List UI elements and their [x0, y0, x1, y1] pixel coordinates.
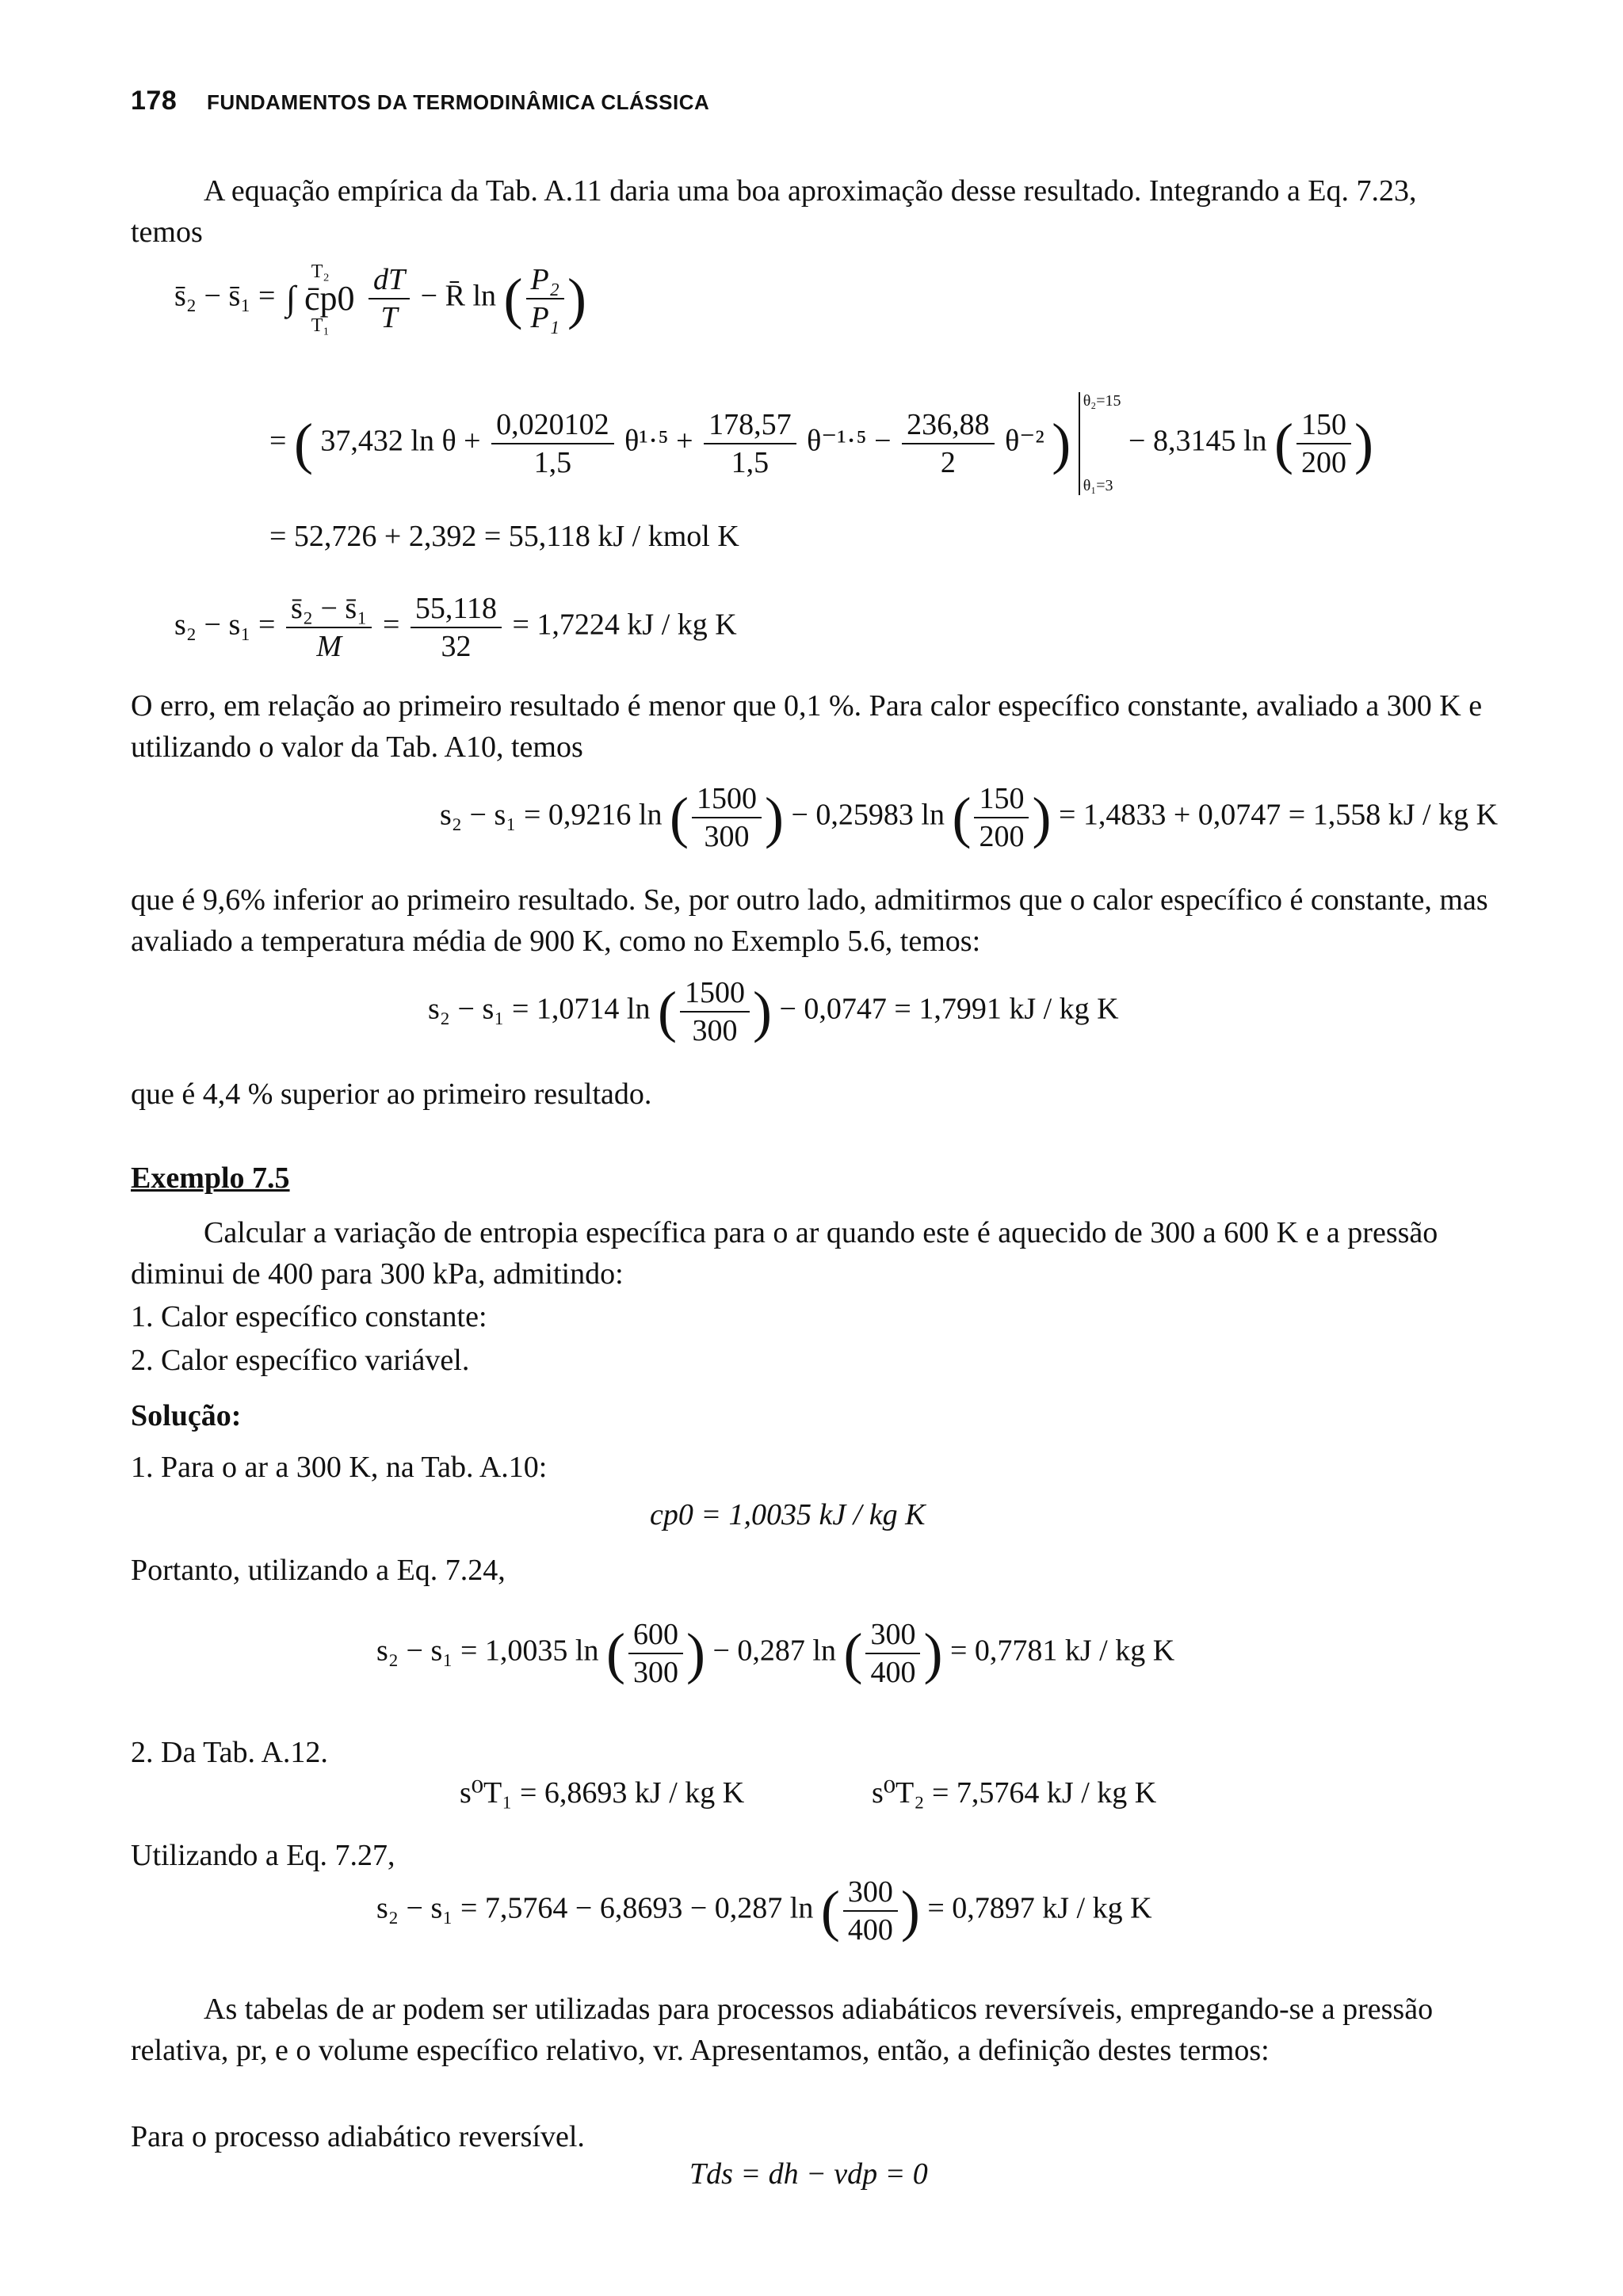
equation-integrated-polynomial: = ( 37,432 ln θ + $\frac{0,020102}{1,5}$ θ¹·⁵ + $\frac{178,57}{1,5}$ θ⁻¹·⁵ − $\frac{236,88}{2}$ θ⁻² ) θ₂=15 θ₁=3 − 8,3145 ln ( $\frac{150}{200}$ ) [269, 392, 1374, 494]
solution-step-2: 2. Da Tab. A.12. [131, 1736, 328, 1769]
eq2-tail: − 8,3145 ln [1128, 424, 1267, 458]
eq1-lhs: s̄₂ − s̄₁ = [174, 279, 276, 313]
equation-mass-result: s₂ − s₁ = $\frac{\text{s̄₂ − s̄₁}}{M}$ = $\frac{55,118}{32}$ = 1,7224 kJ / kg K [174, 592, 737, 663]
equation-entropy-integral: s̄₂ − s̄₁ = T₂ ∫ c̄p0 T₁ $\frac{dT}{T}$ − R̄ ln ( $\frac{\text{P₂}}{\text{P₁}}$ ) [174, 261, 586, 336]
solution-step-1: 1. Para o ar a 300 K, na Tab. A.10: [131, 1451, 548, 1484]
solution-heading: Solução: [131, 1399, 242, 1432]
fraction-150-200: $\frac{150}{200}$ [1296, 406, 1351, 481]
fraction-55-32: $\frac{55,118}{32}$ [411, 590, 502, 665]
equation-tds: Tds = dh − vdp = 0 [689, 2157, 928, 2191]
paragraph-air-tables: As tabelas de ar podem ser utilizadas para processos adiabáticos reversíveis, empregando-se a pressão relativa, pr, e o volume específico relativo, vr. Apresentamos, então, a definição destes termos: [131, 1993, 1434, 2067]
example-title: Exemplo 7.5 [131, 1161, 290, 1195]
paragraph-using-eq724: Portanto, utilizando a Eq. 7.24, [131, 1554, 506, 1587]
page-number: 178 [131, 86, 178, 116]
paragraph-comparison: que é 9,6% inferior ao primeiro resultado. Se, por outro lado, admitirmos que o calor específico é constante, mas avaliado a temperatura média de 900 K, como no Exemplo 5.6, temos: [131, 883, 1488, 958]
list-item-variable: 2. Calor específico variável. [131, 1344, 470, 1377]
paragraph-using-eq727: Utilizando a Eq. 7.27, [131, 1839, 395, 1872]
fraction-coef-2: $\frac{178,57}{1,5}$ [704, 406, 796, 481]
integral-upper: T₂ [311, 261, 330, 282]
list-item-constant: 1. Calor específico constante: [131, 1300, 487, 1333]
eq1-minus-R: − R̄ ln [420, 279, 497, 313]
paragraph-reversible: Para o processo adiabático reversível. [131, 2120, 585, 2153]
eq2-term1: 37,432 ln θ + [320, 424, 481, 458]
evaluation-limits: θ₂=15 θ₁=3 [1079, 392, 1121, 495]
fraction-p2-p1: $\frac{\text{P₂}}{\text{P₁}}$ [526, 261, 564, 336]
fraction-coef-1: $\frac{0,020102}{1,5}$ [491, 406, 614, 481]
equation-constant-cp-300K: s₂ − s₁ = 0,9216 ln ( $\frac{1500}{300}$ ) − 0,25983 ln ( $\frac{150}{200}$ ) = 1,4833 + 0,0747 = 1,558 kJ / kg K [440, 782, 1499, 853]
fraction-ds-M: $\frac{\text{s̄₂ − s̄₁}}{M}$ [286, 590, 372, 665]
equation-constant-cp-result: s₂ − s₁ = 1,0035 ln ( $\frac{600}{300}$ ) − 0,287 ln ( $\frac{300}{400}$ ) = 0,7781 kJ / kg K [376, 1618, 1175, 1689]
running-title: FUNDAMENTOS DA TERMODINÂMICA CLÁSSICA [206, 90, 710, 114]
running-header [131, 86, 709, 116]
integral-sign: ∫ c̄p0 [285, 279, 355, 318]
fraction-dT-T: $\frac{dT}{T}$ [369, 261, 410, 336]
equation-s0-T1: s⁰T₁ = 6,8693 kJ / kg K [460, 1776, 745, 1810]
paragraph-error: O erro, em relação ao primeiro resultado é menor que 0,1 %. Para calor específico constante, avaliado a 300 K e utilizando o valor da Tab. A10, temos [131, 689, 1483, 764]
equation-s0-T2: s⁰T₂ = 7,5764 kJ / kg K [872, 1776, 1157, 1810]
equation-variable-cp-result: s₂ − s₁ = 7,5764 − 6,8693 − 0,287 ln ( $\frac{300}{400}$ ) = 0,7897 kJ / kg K [376, 1875, 1152, 1947]
fraction-coef-3: $\frac{236,88}{2}$ [902, 406, 995, 481]
equation-cp0: cp0 = 1,0035 kJ / kg K [650, 1498, 926, 1531]
integral-lower: T₁ [311, 315, 330, 336]
integral-limits [286, 262, 355, 335]
paragraph-example-statement: Calcular a variação de entropia específica para o ar quando este é aquecido de 300 a 600 K e a pressão diminui de 400 para 300 kPa, admitindo: [131, 1216, 1438, 1291]
equation-molar-result: = 52,726 + 2,392 = 55,118 kJ / kmol K [269, 520, 739, 553]
paragraph-intro: A equação empírica da Tab. A.11 daria uma boa aproximação desse resultado. Integrando a Eq. 7.23, temos [131, 174, 1417, 249]
paragraph-superior: que é 4,4 % superior ao primeiro resultado. [131, 1077, 652, 1111]
equation-constant-cp-900K: s₂ − s₁ = 1,0714 ln ( $\frac{1500}{300}$ ) − 0,0747 = 1,7991 kJ / kg K [428, 976, 1119, 1047]
